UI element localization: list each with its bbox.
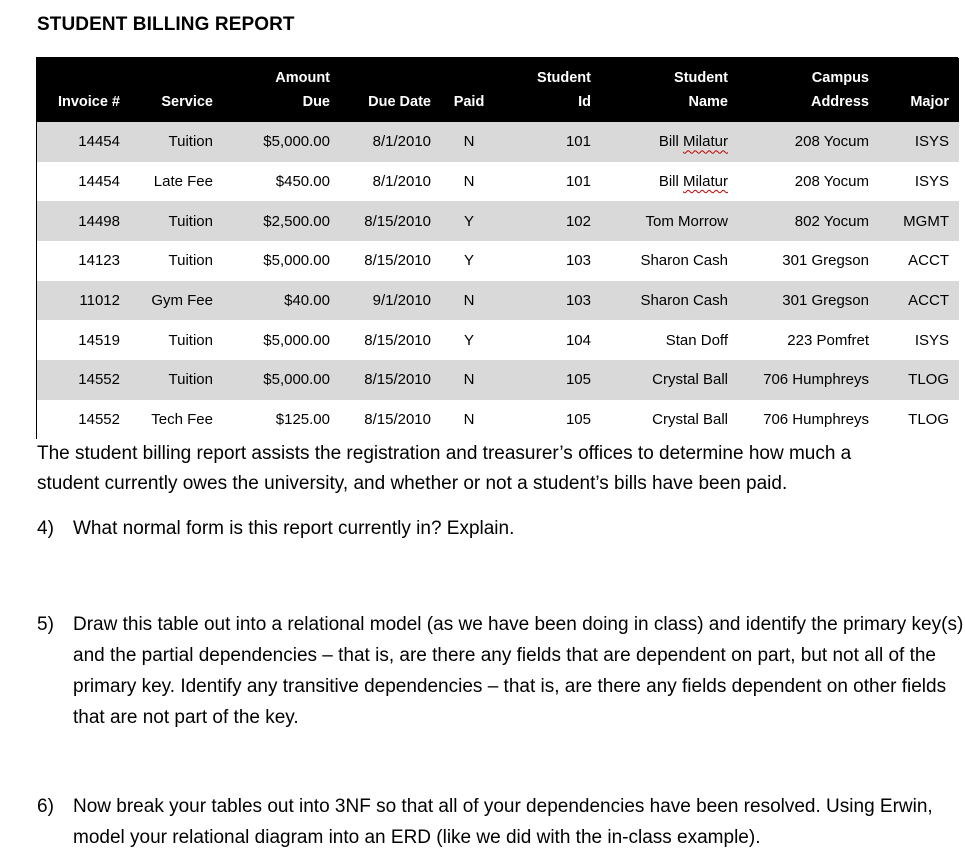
cell-invoice [37, 320, 130, 360]
cell-student-id [507, 162, 601, 202]
cell-student-name [601, 360, 738, 400]
cell-service [130, 241, 223, 281]
cell-invoice [37, 122, 130, 162]
spellcheck-mark: Milatur [682, 173, 728, 191]
cell-due-date [340, 281, 441, 321]
cell-invoice [37, 360, 130, 400]
cell-text: Y [463, 212, 474, 230]
column-header-line1: Campus [811, 70, 869, 86]
cell-text: N [463, 371, 475, 389]
cell-text: ISYS [914, 331, 949, 349]
cell-campus-address [738, 122, 879, 162]
cell-text: $450.00 [275, 173, 330, 191]
cell-text: 8/15/2010 [364, 212, 431, 230]
cell-campus-address [738, 400, 879, 440]
column-header-invoice [37, 58, 130, 122]
cell-text: 208 Yocum [794, 133, 869, 151]
question-number: 6) [37, 796, 54, 817]
column-header-line2: Service [161, 94, 213, 110]
cell-text: N [463, 292, 475, 310]
cell-text: 14454 [78, 133, 120, 151]
column-header-line2: Address [810, 94, 869, 110]
table-row [37, 400, 959, 440]
cell-text: 105 [565, 371, 591, 389]
cell-amount-due [223, 400, 340, 440]
cell-amount-due [223, 241, 340, 281]
cell-invoice [37, 162, 130, 202]
cell-text: Gym Fee [151, 292, 213, 310]
cell-campus-address [738, 241, 879, 281]
cell-text: TLOG [908, 411, 949, 429]
cell-major [879, 360, 959, 400]
cell-text: 8/15/2010 [364, 252, 431, 270]
cell-major [879, 281, 959, 321]
cell-major [879, 400, 959, 440]
cell-text: $125.00 [275, 411, 330, 429]
cell-text: 9/1/2010 [372, 292, 431, 310]
cell-due-date [340, 320, 441, 360]
cell-text: 8/15/2010 [364, 371, 431, 389]
cell-invoice [37, 241, 130, 281]
cell-paid [441, 122, 507, 162]
column-header-major [879, 58, 959, 122]
cell-text: 14552 [78, 371, 120, 389]
cell-paid [441, 162, 507, 202]
cell-invoice [37, 400, 130, 440]
cell-text: Y [463, 252, 474, 270]
cell-text: 101 [565, 133, 591, 151]
cell-text: 8/1/2010 [372, 133, 431, 151]
column-header-line2: Paid [453, 94, 485, 110]
description-line-2: student currently owes the university, and whether or not a student’s bills have been paid. [37, 473, 788, 494]
cell-text: 101 [565, 173, 591, 191]
cell-service [130, 201, 223, 241]
cell-due-date [340, 241, 441, 281]
question-6 [37, 791, 965, 853]
cell-text: 301 Gregson [782, 292, 869, 310]
table-row [37, 122, 959, 162]
cell-service [130, 400, 223, 440]
cell-student-name [601, 122, 738, 162]
column-header-line2: Name [688, 94, 728, 110]
table-body [37, 122, 959, 440]
table-header-row [37, 58, 959, 122]
column-header-paid [441, 58, 507, 122]
cell-student-id [507, 360, 601, 400]
cell-text: 706 Humphreys [763, 371, 869, 389]
cell-student-id [507, 122, 601, 162]
cell-student-name [601, 241, 738, 281]
column-header-line1: Student [674, 70, 728, 86]
cell-student-name [601, 281, 738, 321]
cell-major [879, 320, 959, 360]
billing-report-table [36, 57, 958, 439]
cell-campus-address [738, 281, 879, 321]
cell-invoice [37, 201, 130, 241]
spellcheck-mark: Milatur [682, 133, 728, 151]
cell-student-id [507, 201, 601, 241]
question-text: Now break your tables out into 3NF so that all of your dependencies have been resolved. Using Erwin, model your relational diagram into an ERD (like we did with the in-class example). [73, 796, 933, 848]
question-text: What normal form is this report currently in? Explain. [73, 518, 515, 539]
cell-service [130, 360, 223, 400]
column-header-line2: Id [578, 94, 591, 110]
cell-text: 103 [565, 292, 591, 310]
cell-due-date [340, 162, 441, 202]
cell-amount-due [223, 201, 340, 241]
cell-due-date [340, 122, 441, 162]
cell-invoice [37, 281, 130, 321]
cell-service [130, 162, 223, 202]
cell-text: ISYS [914, 173, 949, 191]
question-5 [37, 609, 965, 733]
cell-service [130, 281, 223, 321]
column-header-line2: Due [302, 94, 330, 110]
description-line-1: The student billing report assists the registration and treasurer’s offices to determine how much a [37, 443, 852, 464]
cell-text: $2,500.00 [263, 212, 330, 230]
cell-campus-address [738, 201, 879, 241]
column-header-service [130, 58, 223, 122]
cell-text: 14519 [78, 331, 120, 349]
cell-amount-due [223, 122, 340, 162]
cell-text: N [463, 411, 475, 429]
cell-service [130, 320, 223, 360]
cell-text: Crystal Ball [652, 411, 728, 429]
cell-text: 102 [565, 212, 591, 230]
cell-text: Crystal Ball [652, 371, 728, 389]
cell-text: 14552 [78, 411, 120, 429]
table-row [37, 201, 959, 241]
cell-text: ISYS [914, 133, 949, 151]
question-text: Draw this table out into a relational model (as we have been doing in class) and identify the primary key(s) and the partial dependencies – that is, are there any fields that are dependent on part, but not all of the primary key. Identify any transitive dependencies – that is, are there any fields dependent on other fields that are not part of the key. [73, 614, 964, 728]
cell-paid [441, 360, 507, 400]
cell-amount-due [223, 162, 340, 202]
report-title: STUDENT BILLING REPORT [37, 14, 295, 35]
column-header-line2: Due Date [368, 94, 431, 110]
cell-text: 14123 [78, 252, 120, 270]
column-header-campus-address [738, 58, 879, 122]
cell-text: 14454 [78, 173, 120, 191]
cell-service [130, 122, 223, 162]
cell-text: N [463, 173, 475, 191]
cell-student-name [601, 320, 738, 360]
cell-text: 8/15/2010 [364, 411, 431, 429]
cell-text: 105 [565, 411, 591, 429]
table-row [37, 281, 959, 321]
cell-text: 14498 [78, 212, 120, 230]
cell-text: $40.00 [284, 292, 330, 310]
cell-major [879, 122, 959, 162]
cell-text: Sharon Cash [640, 252, 728, 270]
cell-text: Tuition [168, 252, 213, 270]
table-row [37, 360, 959, 400]
cell-due-date [340, 201, 441, 241]
cell-text: 8/1/2010 [372, 173, 431, 191]
cell-text: Tuition [168, 371, 213, 389]
column-header-line1: Student [537, 70, 591, 86]
cell-text: $5,000.00 [263, 133, 330, 151]
cell-text: Bill Milatur [658, 173, 728, 191]
column-header-student-id [507, 58, 601, 122]
table-row [37, 162, 959, 202]
column-header-due-date [340, 58, 441, 122]
cell-major [879, 162, 959, 202]
cell-text: Y [463, 331, 474, 349]
cell-text: $5,000.00 [263, 331, 330, 349]
cell-paid [441, 400, 507, 440]
cell-text: 223 Pomfret [787, 331, 869, 349]
cell-due-date [340, 360, 441, 400]
cell-text: N [463, 133, 475, 151]
cell-text: Tuition [168, 133, 213, 151]
cell-text: $5,000.00 [263, 252, 330, 270]
cell-text: 104 [565, 331, 591, 349]
cell-student-name [601, 162, 738, 202]
cell-paid [441, 281, 507, 321]
cell-campus-address [738, 162, 879, 202]
cell-text: TLOG [908, 371, 949, 389]
cell-text: Stan Doff [665, 331, 728, 349]
cell-text: ACCT [908, 292, 949, 310]
cell-student-id [507, 241, 601, 281]
cell-student-id [507, 320, 601, 360]
cell-text: 208 Yocum [794, 173, 869, 191]
cell-major [879, 201, 959, 241]
cell-student-name [601, 201, 738, 241]
question-number: 5) [37, 614, 54, 635]
cell-text: 11012 [79, 292, 120, 310]
question-4 [37, 513, 965, 544]
cell-due-date [340, 400, 441, 440]
cell-paid [441, 201, 507, 241]
cell-major [879, 241, 959, 281]
cell-amount-due [223, 320, 340, 360]
question-number: 4) [37, 518, 54, 539]
cell-text: 301 Gregson [782, 252, 869, 270]
cell-text: 103 [565, 252, 591, 270]
cell-text: Bill Milatur [658, 133, 728, 151]
cell-text: 8/15/2010 [364, 331, 431, 349]
column-header-line1: Amount [275, 70, 330, 86]
cell-amount-due [223, 281, 340, 321]
cell-student-id [507, 281, 601, 321]
cell-text: Tuition [168, 331, 213, 349]
column-header-line2: Invoice # [57, 94, 120, 110]
cell-text: 802 Yocum [794, 212, 869, 230]
cell-amount-due [223, 360, 340, 400]
column-header-student-name [601, 58, 738, 122]
table-row [37, 320, 959, 360]
cell-student-name [601, 400, 738, 440]
cell-text: Tom Morrow [645, 212, 728, 230]
cell-text: MGMT [903, 212, 949, 230]
column-header-line2: Major [910, 94, 949, 110]
cell-campus-address [738, 320, 879, 360]
cell-text: 706 Humphreys [763, 411, 869, 429]
cell-paid [441, 320, 507, 360]
cell-text: Late Fee [153, 173, 213, 191]
cell-text: Tuition [168, 212, 213, 230]
cell-text: Sharon Cash [640, 292, 728, 310]
description-paragraph [37, 439, 851, 499]
cell-text: Tech Fee [151, 411, 213, 429]
table-row [37, 241, 959, 281]
column-header-amount-due [223, 58, 340, 122]
cell-text: ACCT [908, 252, 949, 270]
cell-student-id [507, 400, 601, 440]
cell-text: $5,000.00 [263, 371, 330, 389]
cell-campus-address [738, 360, 879, 400]
cell-paid [441, 241, 507, 281]
